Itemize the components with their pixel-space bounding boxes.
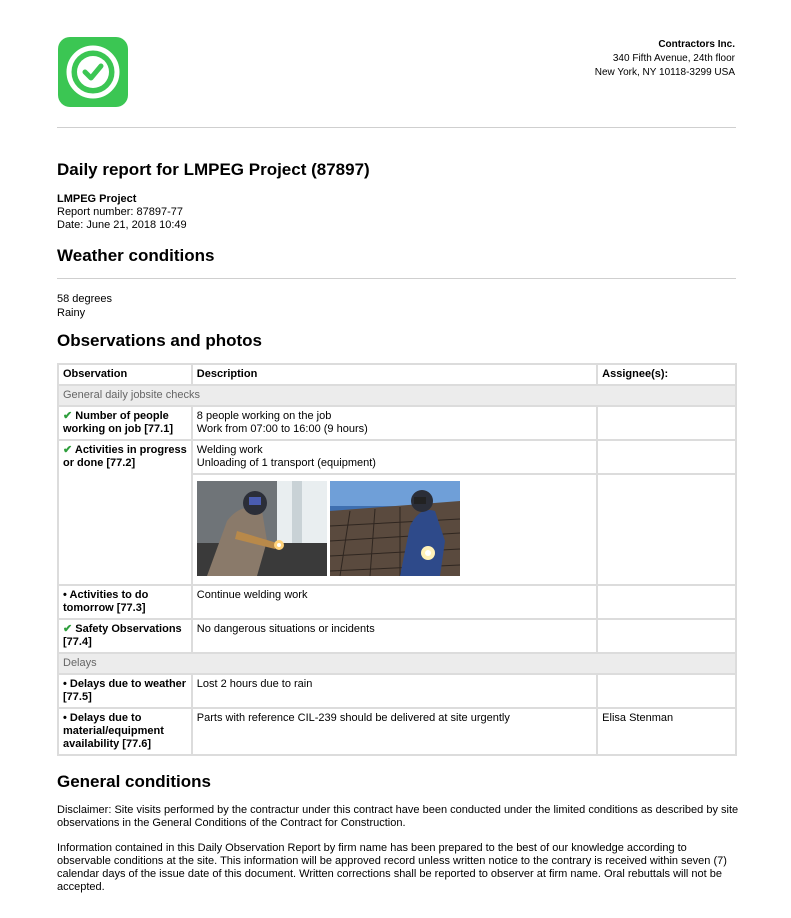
description-line: Unloading of 1 transport (equipment) [196,457,376,469]
column-header-assignees: Assignee(s): [598,365,735,384]
table-row [59,586,735,618]
weather-info [57,292,112,320]
disclaimer-paragraph: Disclaimer: Site visits performed by the contractur under this contract have been conducted under the limited conditions as described by site observations in the General Conditions of the Contract for Construction. [57,804,739,829]
observation-assignee [598,675,735,707]
description-line: Welding work [196,444,263,456]
company-logo [58,37,128,107]
group-label-general: General daily jobsite checks [59,386,735,405]
report-number: Report number: 87897-77 [57,206,183,218]
column-header-observation: Observation [59,365,191,384]
observation-label-text: Activities to do tomorrow [77.3] [63,589,149,614]
photo-assignee-cell [598,475,735,584]
observation-label [59,620,191,652]
observation-label [59,586,191,618]
observation-description [193,441,596,473]
description-line: Work from 07:00 to 16:00 (9 hours) [196,423,368,435]
photo-cell [193,475,596,584]
weather-heading: Weather conditions [57,246,215,265]
observation-label [59,407,191,439]
observation-label-text: Safety Observations [77.4] [63,623,182,648]
company-name: Contractors Inc. [658,39,735,50]
header-divider [57,127,736,128]
description-line: 8 people working on the job [196,410,332,422]
welding-photo-1[interactable] [197,481,327,576]
project-info [57,193,187,232]
observation-label [59,441,191,584]
observation-description: Lost 2 hours due to rain [193,675,596,707]
company-address [595,38,735,80]
column-header-description: Description [193,365,596,384]
bullet-icon: • [63,712,67,724]
report-date: Date: June 21, 2018 10:49 [57,219,187,231]
observation-assignee: Elisa Stenman [598,709,735,754]
group-label-delays: Delays [59,654,735,673]
table-row [59,407,735,439]
company-address-line1: 340 Fifth Avenue, 24th floor [612,53,735,64]
observation-assignee [598,620,735,652]
weather-condition: Rainy [57,307,86,319]
group-row-general [59,386,735,405]
check-circle-icon [58,37,128,107]
photo-gallery [197,478,592,581]
observation-label-text: Delays due to weather [77.5] [63,678,187,703]
observation-description [193,407,596,439]
weather-divider [57,278,736,279]
observations-table [57,363,737,756]
bullet-icon: • [63,589,67,601]
observation-description: Continue welding work [193,586,596,618]
observation-label-text: Delays due to material/equipment availability [77.6] [63,712,164,750]
observations-heading: Observations and photos [57,331,262,350]
check-icon: ✔ [63,410,73,422]
table-row [59,709,735,754]
table-row [59,441,735,473]
observation-assignee [598,441,735,473]
weather-temperature: 58 degrees [57,293,113,305]
observation-label-text: Activities in progress or done [77.2] [63,444,187,469]
welding-photo-2[interactable] [330,481,460,576]
observation-description: Parts with reference CIL-239 should be delivered at site urgently [193,709,596,754]
report-title: Daily report for LMPEG Project (87897) [57,160,370,179]
bullet-icon: • [63,678,67,690]
table-row [59,620,735,652]
observation-label-text: Number of people working on job [77.1] [63,410,174,435]
check-icon: ✔ [63,623,73,635]
observation-assignee [598,407,735,439]
group-row-delays [59,654,735,673]
observation-description: No dangerous situations or incidents [193,620,596,652]
project-name: LMPEG Project [57,193,137,205]
company-address-line2: New York, NY 10118-3299 USA [594,67,735,78]
conditions-text [57,804,741,906]
observation-label [59,675,191,707]
check-icon: ✔ [63,444,73,456]
table-header-row [59,365,735,384]
observation-assignee [598,586,735,618]
observation-label [59,709,191,754]
information-paragraph: Information contained in this Daily Observation Report by firm name has been prepared to the best of our knowledge according to observable conditions at the site. This information will be approved record unless written notice to the contrary is received within seven (7) calendar days of the issue date of this document. Written corrections shall be reported to observer at firm name. Oral rebuttals will not be accepted. [57,842,727,893]
conditions-heading: General conditions [57,772,211,791]
table-row [59,675,735,707]
